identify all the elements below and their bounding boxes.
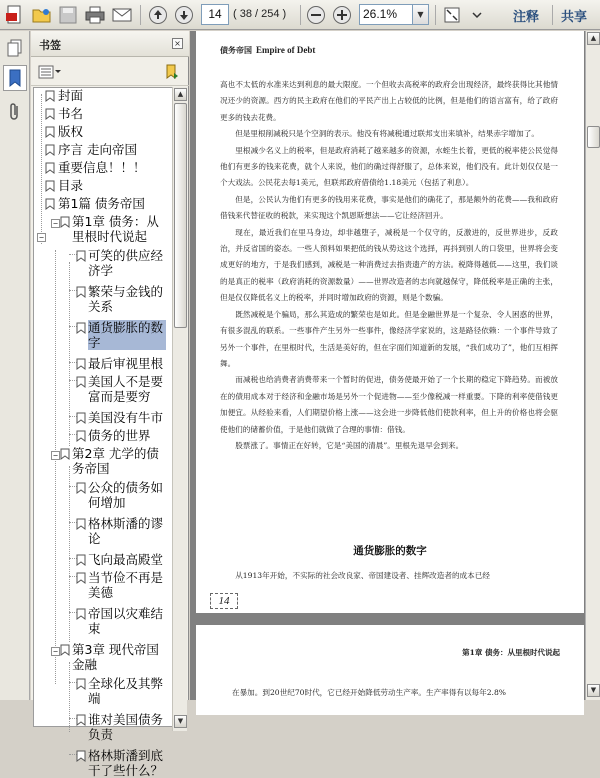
attachments-panel-button[interactable] xyxy=(3,99,27,125)
bookmark-icon xyxy=(45,180,55,192)
comment-button[interactable]: 注释 xyxy=(513,10,540,25)
bookmark-item[interactable]: 美国没有牛市 xyxy=(88,410,164,425)
options-button[interactable] xyxy=(465,3,489,27)
share-button[interactable]: 共享 xyxy=(561,10,588,25)
scroll-up-button[interactable]: ▲ xyxy=(587,32,600,45)
printer-icon xyxy=(85,6,105,24)
bookmark-icon xyxy=(76,376,86,388)
bookmark-icon xyxy=(76,322,86,334)
paragraph: 股票涨了。事情正在好转，它是“美国的清晨”。里根先退早会到来。 xyxy=(235,440,464,450)
bookmark-expand-icon xyxy=(164,64,180,80)
collapse-toggle[interactable]: − xyxy=(51,647,60,656)
bookmarks-scrollbar[interactable] xyxy=(172,87,187,731)
toolbar xyxy=(0,0,600,30)
scroll-down-button[interactable]: ▼ xyxy=(174,715,187,728)
bookmark-item[interactable]: 格林斯潘到底干了些什么？ xyxy=(88,748,164,778)
collapse-toggle[interactable]: − xyxy=(51,219,60,228)
scroll-thumb[interactable] xyxy=(174,103,187,328)
navigation-rail xyxy=(0,31,30,700)
bookmark-icon xyxy=(45,144,55,156)
fit-page-icon xyxy=(443,6,461,24)
options-menu-icon xyxy=(38,65,62,79)
bookmark-icon xyxy=(76,714,86,726)
pages-icon xyxy=(7,39,23,57)
zoom-dropdown-button[interactable] xyxy=(413,4,429,25)
zoom-in-button[interactable] xyxy=(330,3,354,27)
bookmark-item[interactable]: 序言 走向帝国 xyxy=(58,142,137,157)
paragraph: 既然减税是个骗局，那么其造成的繁荣也是如此。但是金融世界是一个复杂、令人困惑的世界，有很多混乱的联系。一些事件产生另外一些事件，像经济学家说的，这是路径依赖：一个事件导致了另外一个事件，在里根时代，生活是美好的，但在字面们知道新的发展，“我们成功了”，他们互相挥舞。 xyxy=(220,309,558,368)
next-document-page xyxy=(196,625,584,715)
bookmark-icon xyxy=(76,430,86,442)
bookmark-item[interactable]: 第3章 现代帝国金融 xyxy=(72,642,159,672)
next-page-text: 在暴加。到20世纪70时代，它已经开始降低劳动生产率。生产率得有以每年2.8% xyxy=(232,688,507,697)
bookmark-item[interactable]: 重要信息！！！ xyxy=(58,160,146,175)
bookmark-icon xyxy=(76,482,86,494)
bookmark-options-button[interactable] xyxy=(38,65,62,79)
bookmark-icon xyxy=(76,750,86,762)
bookmark-icon xyxy=(60,448,70,460)
document-viewport xyxy=(190,31,600,700)
paperclip-icon xyxy=(8,102,22,122)
bookmark-item[interactable]: 公众的债务如何增加 xyxy=(88,480,164,510)
chevron-down-icon xyxy=(471,9,483,21)
bookmark-item[interactable]: 版权 xyxy=(58,124,84,139)
previous-page-button[interactable] xyxy=(146,3,170,27)
bookmark-item[interactable]: 封面 xyxy=(58,88,84,103)
bookmark-icon xyxy=(76,518,86,530)
arrow-down-icon xyxy=(174,5,194,25)
bookmark-icon xyxy=(76,412,86,424)
chevron-down-icon: ▼ xyxy=(417,10,424,19)
bookmark-item[interactable]: 谁对美国债务负责 xyxy=(88,712,164,742)
bookmarks-toolbar xyxy=(31,58,189,86)
collapse-toggle[interactable]: − xyxy=(37,233,46,242)
envelope-icon xyxy=(112,7,132,23)
bookmark-icon xyxy=(76,572,86,584)
zoom-out-button[interactable] xyxy=(304,3,328,27)
create-pdf-icon xyxy=(6,5,24,25)
bookmark-icon xyxy=(45,198,55,210)
collapse-toggle[interactable]: − xyxy=(51,451,60,460)
bookmark-icon xyxy=(60,644,70,656)
bookmark-item[interactable]: 第1篇 债务帝国 xyxy=(58,196,145,211)
paragraph: 但是，公民认为他们有更多的钱用来花费，事实是他们的确花了，那是额外的花费——我和政府借钱来代替征收的税款，来实现这个凯恩斯想法——它让经济回升。 xyxy=(220,194,558,221)
bookmark-item[interactable]: 美国人不是要富而是要穷 xyxy=(88,374,164,404)
document-scrollbar[interactable] xyxy=(585,31,600,700)
bookmark-item[interactable]: 繁荣与金钱的关系 xyxy=(88,284,164,314)
email-button[interactable] xyxy=(110,3,134,27)
paragraph: 但是里根削减税只是个空洞的表示。他没有将减税通过联邦支出来填补，结果赤字增加了。 xyxy=(235,129,539,139)
panel-title: 书签 xyxy=(39,39,61,52)
close-panel-button[interactable]: × xyxy=(172,38,183,49)
bookmark-item[interactable]: 飞向最高殿堂 xyxy=(88,552,164,567)
bookmark-tree xyxy=(33,87,173,778)
scroll-thumb[interactable] xyxy=(587,126,600,148)
bookmarks-panel-button[interactable] xyxy=(3,65,27,91)
running-head-cn: 债务帝国 xyxy=(220,45,252,55)
running-head-en: Empire of Debt xyxy=(256,45,316,55)
bookmark-icon xyxy=(45,108,55,120)
bookmark-item[interactable]: 当节俭不再是美德 xyxy=(88,570,164,600)
fit-page-button[interactable] xyxy=(440,3,464,27)
bookmark-icon xyxy=(45,90,55,102)
save-button[interactable] xyxy=(56,3,80,27)
bookmark-icon xyxy=(76,358,86,370)
open-button[interactable] xyxy=(30,3,54,27)
section-title: 通货膨胀的数字 xyxy=(353,545,427,557)
zoom-level-input[interactable]: 26.1% xyxy=(359,4,413,25)
bookmark-icon xyxy=(76,250,86,262)
bookmark-item[interactable]: 第2章 尤学的债务帝国 xyxy=(72,446,159,476)
paragraph: 里根减少名义上的税率，但是政府消耗了越来越多的资源，水蛭生长着，更低的税率使公民觉得他们有更多的钱来花费，就个人来说，他们的确过得舒服了，总体来说，他们没有。此计划仅仅是一个大戏法。公民花去每1美元，但联邦政府借债给1.18美元（包括了利息）。 xyxy=(220,145,558,188)
bookmark-item[interactable]: 目录 xyxy=(58,178,84,193)
bookmark-item[interactable]: 债务的世界 xyxy=(88,428,151,443)
bookmark-item[interactable]: 全球化及其弊端 xyxy=(88,676,164,706)
paragraph: 而减税也给消费者消费带来一个暂时的促进，债务使最开始了一个长期的稳定下降趋势。而被放在的债用成本对于经济和金融市场是另外一个促进物——至少像税减一样重要。下降的利率使借钱更加便宜。从经验来看，人们期望价格上涨——这会进一步降低他们使款利率，但上升的价格也将会驱使他们的储蓄价值，于是他们就做了合理的事情：借钱。 xyxy=(220,375,558,434)
arrow-up-icon xyxy=(148,5,168,25)
page-number: 14 xyxy=(210,593,238,609)
bookmark-icon xyxy=(76,286,86,298)
bookmark-icon xyxy=(76,554,86,566)
save-icon xyxy=(59,6,77,24)
bookmark-icon xyxy=(60,216,70,228)
minus-icon xyxy=(306,5,326,25)
scroll-up-button[interactable]: ▲ xyxy=(174,88,187,101)
expand-bookmark-button[interactable] xyxy=(164,64,180,80)
bookmark-item[interactable]: 第1章 债务：从里根时代说起 xyxy=(72,214,159,244)
paragraph: 高也不太低的水准来达到利息的最大限度。一个但收去高税率的政府会出现经济，最终获得比其他情况还少的资源。西方的民主政府在他们的平民产出上占较低的比例，但是他们的语言富有，给了政府更多的钱去花费。 xyxy=(220,80,558,122)
scroll-down-button[interactable]: ▼ xyxy=(587,684,600,697)
document-page xyxy=(196,31,584,613)
pages-panel-button[interactable] xyxy=(3,35,27,61)
section-first-line: 从1913年开始，不实际的社会改良家、帝国建设者、挂辉改造者的成本已经 xyxy=(235,571,490,580)
running-head xyxy=(220,45,315,56)
plus-icon xyxy=(332,5,352,25)
next-running-head: 第1章 债务：从里根时代说起 xyxy=(462,648,560,657)
bookmark-icon xyxy=(8,69,22,87)
page-number-input[interactable]: 14 xyxy=(201,4,229,25)
bookmark-item[interactable]: 帝国以灾难结束 xyxy=(88,606,164,636)
bookmark-item[interactable]: 可笑的供应经济学 xyxy=(88,248,164,278)
print-button[interactable] xyxy=(83,3,107,27)
bookmark-icon xyxy=(45,126,55,138)
page-count: ( 38 / 254 ) xyxy=(233,8,287,20)
folder-open-icon xyxy=(32,6,52,24)
bookmarks-panel-header xyxy=(31,31,189,57)
bookmark-icon xyxy=(45,162,55,174)
bookmark-icon xyxy=(76,608,86,620)
bookmark-item[interactable]: 书名 xyxy=(58,106,84,121)
body-text xyxy=(220,77,558,454)
bookmark-item[interactable]: 最后审视里根 xyxy=(88,356,164,371)
bookmark-icon xyxy=(76,678,86,690)
bookmarks-panel xyxy=(31,31,189,778)
bookmark-item[interactable]: 格林斯潘的谬论 xyxy=(88,516,164,546)
paragraph: 现在，最近我们在里马身边，却非越堕子，减税是一个仅守的，反激进的，反世界进步，反政治，并反省国的姿态。一些人预料如果把低的钱从势这这个选择，再抖到别人的口袋里，世界将会变成更好的地方，于是我们感到，减税是一种消费过去指责遗产的方法。税降得越低——这里，我们谈的是真正的税率（政府消耗的资源数量）——世界改造者的志向就越保守，降低税率是正确的主张，但是仅仅降低名义上的税率，并同时增加政府的资源，则是个数骗。 xyxy=(220,227,558,303)
next-page-button[interactable] xyxy=(172,3,196,27)
bookmark-item-selected[interactable]: 通货膨胀的数字 xyxy=(88,320,166,350)
create-pdf-button[interactable] xyxy=(3,3,27,27)
